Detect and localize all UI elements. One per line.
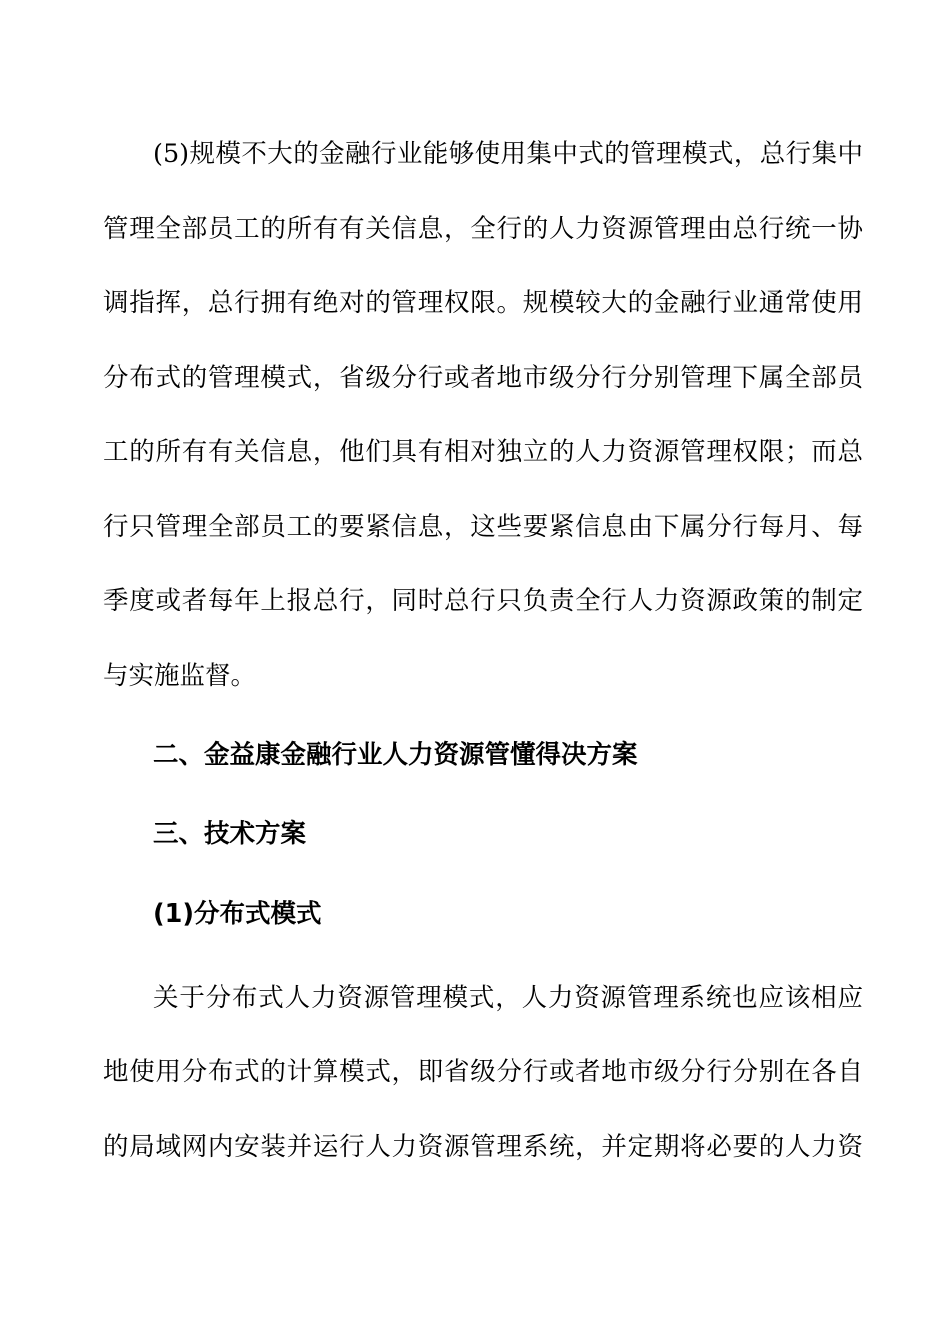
- section-heading-2: 二、金益康金融行业人力资源管懂得决方案: [153, 740, 638, 770]
- paragraph-1-line-5: 工的所有有关信息，他们具有相对独立的人力资源管理权限；而总: [103, 437, 863, 467]
- paragraph-1-line-8: 与实施监督。: [103, 661, 257, 691]
- paragraph-1-line-7: 季度或者每年上报总行，同时总行只负责全行人力资源政策的制定: [103, 586, 863, 616]
- paragraph-1-line-1: (5)规模不大的金融行业能够使用集中式的管理模式，总行集中: [153, 139, 863, 169]
- paragraph-1-line-2: 管理全部员工的所有有关信息，全行的人力资源管理由总行统一协: [103, 214, 863, 244]
- section-heading-3: 三、技术方案: [153, 819, 307, 849]
- paragraph-1-line-6: 行只管理全部员工的要紧信息，这些要紧信息由下属分行每月、每: [103, 512, 863, 542]
- paragraph-1-line-4: 分布式的管理模式，省级分行或者地市级分行分别管理下属全部员: [103, 363, 863, 393]
- paragraph-2-line-2: 地使用分布式的计算模式，即省级分行或者地市级分行分别在各自: [103, 1057, 863, 1087]
- paragraph-2-line-1: 关于分布式人力资源管理模式，人力资源管理系统也应该相应: [153, 983, 863, 1013]
- subsection-heading-1: (1)分布式模式: [153, 899, 322, 929]
- paragraph-1-line-3: 调指挥，总行拥有绝对的管理权限。规模较大的金融行业通常使用: [103, 288, 863, 318]
- paragraph-2-line-3: 的局域网内安装并运行人力资源管理系统，并定期将必要的人力资: [103, 1132, 863, 1162]
